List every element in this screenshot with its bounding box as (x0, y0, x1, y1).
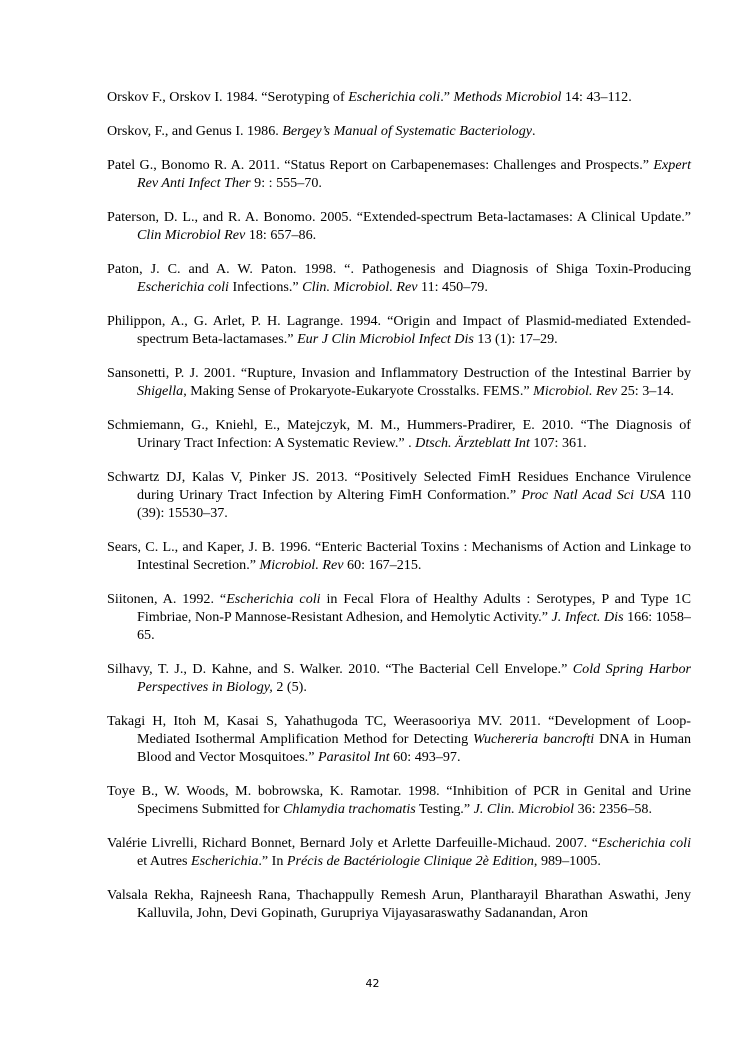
reference-list (107, 88, 691, 938)
reference-entry (107, 156, 691, 192)
reference-text: Toye B., W. Woods, M. bobrowska, K. Ramotar. 1998. “Inhibition of PCR in Genital and Urine Specimens Submitted for (107, 783, 691, 818)
reference-text: . (532, 122, 536, 139)
reference-text: Valsala Rekha, Rajneesh Rana, Thachappully Remesh Arun, Plantharayil Bharathan Aswathi, Jeny Kalluvila, John, Devi Gopinath, Gurupriya Vijayasaraswathy Sadanandan, Aron (107, 887, 691, 922)
reference-entry (107, 468, 691, 523)
reference-entry (107, 122, 691, 140)
reference-text: Philippon, A., G. Arlet, P. H. Lagrange. 1994. “Origin and Impact of Plasmid-mediated Extended-spectrum Beta-lactamases.” (107, 312, 691, 347)
reference-text: 9: : 555–70. (250, 174, 322, 191)
reference-italic-text: Chlamydia trachomatis (283, 801, 416, 818)
reference-italic-text: Escherichia (191, 853, 259, 870)
reference-italic-text: Eur J Clin Microbiol Infect Dis (297, 330, 474, 347)
reference-italic-text: J. Infect. Dis (551, 609, 624, 625)
reference-italic-text: Microbiol. Rev (259, 557, 344, 573)
reference-text: 166: 1058–65. (137, 609, 691, 644)
reference-italic-text: J. Clin. Microbiol (473, 801, 575, 818)
reference-text: .” In (258, 853, 287, 870)
reference-text: Paterson, D. L., and R. A. Bonomo. 2005. “Extended-spectrum Beta-lactamases: A Clinical Update.” (107, 208, 691, 225)
reference-italic-text: Escherichia coli (137, 278, 229, 295)
reference-entry (107, 886, 691, 922)
reference-text: Schmiemann, G., Kniehl, E., Matejczyk, M. M., Hummers-Pradirer, E. 2010. “The Diagnosis of Urinary Tract Infection: A Systematic Review.” . (107, 416, 691, 451)
reference-entry (107, 416, 691, 452)
reference-italic-text: Proc Natl Acad Sci USA (521, 486, 666, 503)
reference-entry (107, 88, 691, 106)
reference-text: Takagi H, Itoh M, Kasai S, Yahathugoda TC, Weerasooriya MV. 2011. “Development of Loop-Mediated Isothermal Amplification Method for Detecting (107, 713, 691, 748)
reference-text: , 989–1005. (533, 853, 601, 870)
reference-text: Schwartz DJ, Kalas V, Pinker JS. 2013. “Positively Selected FimH Residues Enchance Virulence during Urinary Tract Infection by Altering FimH Conformation.” (107, 468, 691, 503)
reference-text: et Autres (137, 853, 192, 870)
reference-text: 14: 43–112. (561, 89, 632, 105)
reference-entry (107, 538, 691, 574)
reference-italic-text: Escherichia coli (348, 89, 441, 105)
reference-text: .” (440, 89, 454, 105)
reference-text: 11: 450–79. (417, 278, 488, 295)
reference-entry (107, 834, 691, 870)
reference-italic-text: Clin Microbiol Rev (137, 226, 246, 243)
reference-text: Orskov, F., and Genus I. 1986. (107, 122, 283, 139)
reference-entry (107, 260, 691, 296)
reference-italic-text: Précis de Bactériologie Clinique 2è Edition (286, 853, 534, 870)
reference-italic-text: Methods Microbiol (453, 89, 562, 105)
reference-italic-text: Shigella (137, 382, 184, 399)
reference-text: in Fecal Flora of Healthy Adults : Serotypes, P and Type 1C Fimbriae, Non-P Mannose-Resistant Adhesion, and Hemolytic Activity.” (137, 590, 691, 625)
reference-italic-text: Cold Spring Harbor Perspectives in Biology, (137, 661, 691, 696)
reference-italic-text: Wuchereria bancrofti (472, 731, 595, 748)
reference-text: Patel G., Bonomo R. A. 2011. “Status Report on Carbapenemases: Challenges and Prospects.” (107, 156, 654, 173)
reference-text: Sears, C. L., and Kaper, J. B. 1996. “Enteric Bacterial Toxins : Mechanisms of Action and Linkage to Intestinal Secretion.” (107, 538, 691, 573)
reference-text: 110 (39): 15530–37. (137, 486, 691, 521)
reference-entry (107, 782, 691, 818)
reference-italic-text: Parasitol Int (317, 749, 390, 766)
reference-text: DNA in Human Blood and Vector Mosquitoes.” (137, 731, 692, 766)
reference-italic-text: Dtsch. Ärzteblatt Int (415, 434, 530, 451)
reference-italic-text: Clin. Microbiol. Rev (302, 278, 418, 295)
reference-entry (107, 590, 691, 645)
reference-text: Infections.” (228, 278, 303, 295)
reference-text: Sansonetti, P. J. 2001. “Rupture, Invasion and Inflammatory Destruction of the Intestinal Barrier by (107, 364, 691, 381)
reference-text: 25: 3–14. (617, 382, 674, 399)
reference-text: Orskov F., Orskov I. 1984. “Serotyping of (107, 89, 349, 105)
reference-text: 13 (1): 17–29. (473, 330, 558, 347)
reference-entry (107, 312, 691, 348)
reference-entry (107, 712, 691, 767)
reference-text: 36: 2356–58. (574, 801, 653, 818)
reference-text: Siitonen, A. 1992. “ (107, 590, 227, 607)
reference-text: Valérie Livrelli, Richard Bonnet, Bernard Joly et Arlette Darfeuille-Michaud. 2007. “ (107, 835, 598, 852)
reference-entry (107, 660, 691, 696)
reference-italic-text: Bergey’s Manual of Systematic Bacteriology (282, 122, 533, 139)
reference-text: 107: 361. (529, 434, 587, 451)
reference-text: Silhavy, T. J., D. Kahne, and S. Walker. 2010. “The Bacterial Cell Envelope.” (107, 661, 573, 677)
reference-text: Paton, J. C. and A. W. Paton. 1998. “. Pathogenesis and Diagnosis of Shiga Toxin-Producing (107, 260, 691, 277)
reference-italic-text: Escherichia coli (597, 835, 691, 852)
reference-text: 2 (5). (272, 679, 307, 696)
reference-text: 60: 493–97. (389, 749, 461, 766)
reference-text: 60: 167–215. (343, 557, 422, 573)
reference-text: 18: 657–86. (245, 226, 317, 243)
reference-entry (107, 364, 691, 400)
reference-italic-text: Expert Rev Anti Infect Ther (137, 156, 691, 191)
reference-entry (107, 208, 691, 244)
page-number: 42 (365, 977, 380, 990)
reference-italic-text: Microbiol. Rev (533, 382, 618, 399)
reference-italic-text: Escherichia coli (226, 590, 321, 607)
reference-text: Testing.” (415, 801, 474, 818)
reference-text: , Making Sense of Prokaryote-Eukaryote Crosstalks. FEMS.” (183, 382, 534, 399)
